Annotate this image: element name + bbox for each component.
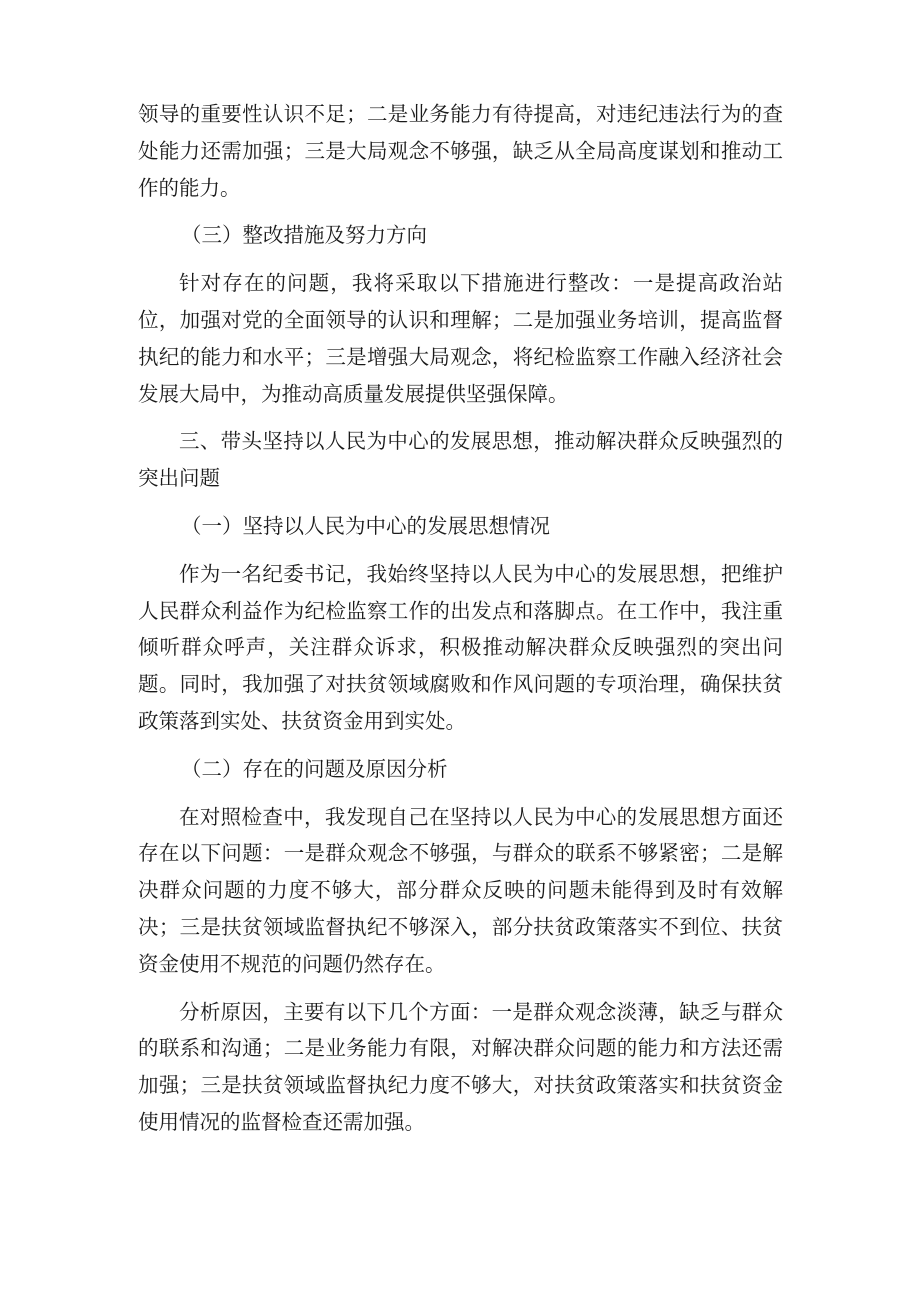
section-heading-rectification: （三）整改措施及努力方向	[181, 223, 427, 248]
paragraph-problems: 在对照检查中，我发现自己在坚持以人民为中心的发展思想方面还存在以下问题：一是群众观念不够强，与群众的联系不够紧密；二是解决群众问题的力度不够大，部分群众反映的问题未能得到及时有效解决；三是扶贫领域监督执纪不够深入，部分扶贫政策落实不到位、扶贫资金使用不规范的问题仍然存在。	[138, 804, 783, 976]
paragraph-rectification-measures: 针对存在的问题，我将采取以下措施进行整改：一是提高政治站位，加强对党的全面领导的认识和理解；二是加强业务培训，提高监督执纪的能力和水平；三是增强大局观念，将纪检监察工作融入经济社会发展大局中，为推动高质量发展提供坚强保障。	[138, 271, 783, 406]
paragraph-continuation: 领导的重要性认识不足；二是业务能力有待提高，对违纪违法行为的查处能力还需加强；三是大局观念不够强，缺乏从全局高度谋划和推动工作的能力。	[138, 102, 783, 200]
chapter-heading-people-centered: 三、带头坚持以人民为中心的发展思想，推动解决群众反映强烈的突出问题	[138, 429, 783, 491]
document-body	[138, 96, 783, 1141]
paragraph-causes: 分析原因，主要有以下几个方面：一是群众观念淡薄，缺乏与群众的联系和沟通；二是业务能力有限，对解决群众问题的能力和方法还需加强；三是扶贫领域监督执纪力度不够大，对扶贫政策落实和扶贫资金使用情况的监督检查还需加强。	[138, 999, 783, 1134]
paragraph-people-centered-status: 作为一名纪委书记，我始终坚持以人民为中心的发展思想，把维护人民群众利益作为纪检监察工作的出发点和落脚点。在工作中，我注重倾听群众呼声，关注群众诉求，积极推动解决群众反映强烈的突出问题。同时，我加强了对扶贫领域腐败和作风问题的专项治理，确保扶贫政策落到实处、扶贫资金用到实处。	[138, 561, 783, 733]
section-heading-people-centered-status: （一）坚持以人民为中心的发展思想情况	[181, 513, 550, 538]
section-heading-problems-analysis: （二）存在的问题及原因分析	[181, 756, 448, 781]
